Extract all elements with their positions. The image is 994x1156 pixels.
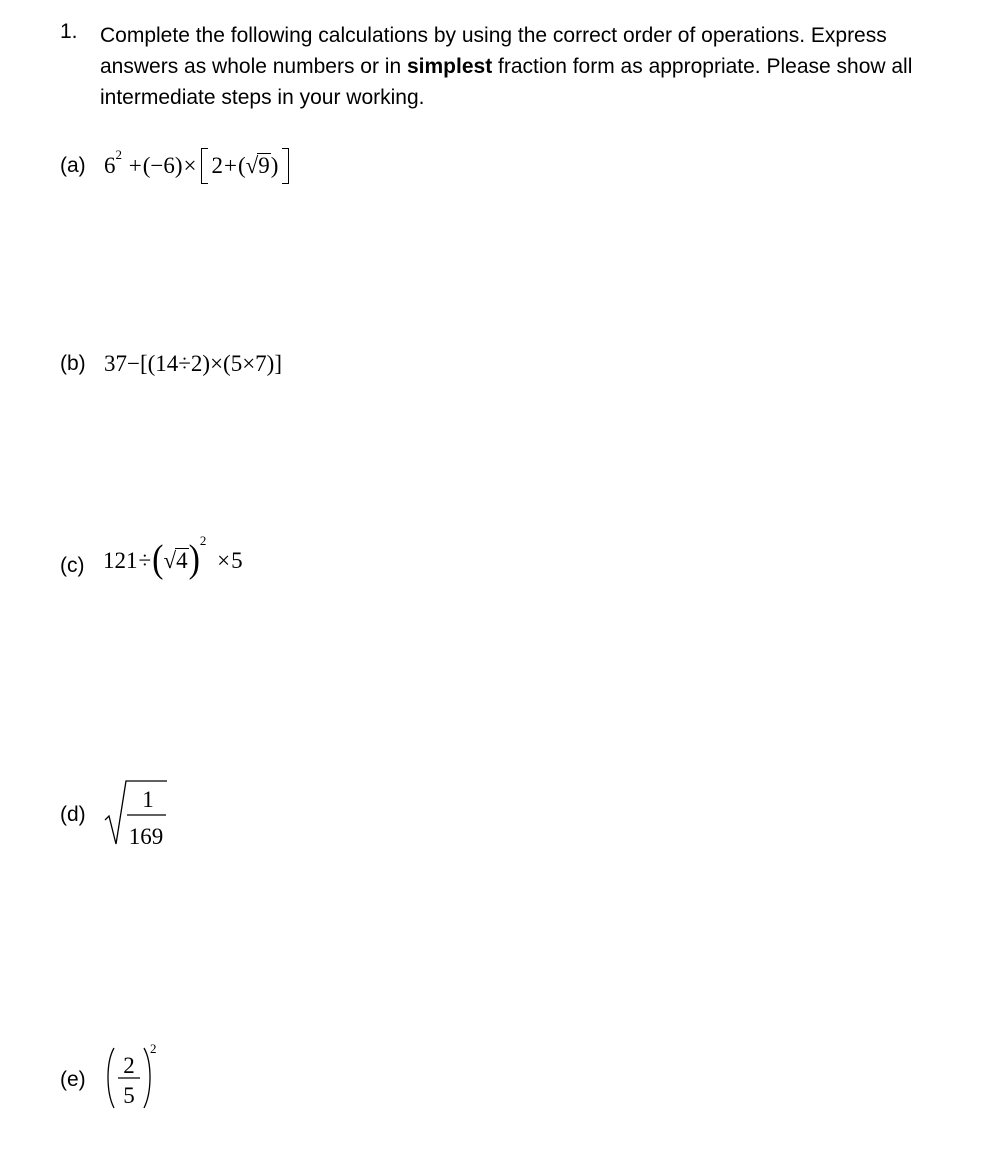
question-number: 1. [60, 20, 78, 43]
part-d-numerator: 1 [142, 787, 154, 812]
part-a-left-bracket [201, 148, 208, 184]
part-a-plus-2: + [224, 153, 237, 179]
part-a-open-paren: ( [238, 153, 246, 179]
part-e-denominator: 5 [123, 1083, 135, 1108]
part-a-sqrt [246, 153, 271, 177]
part-c-dividend: 121 [103, 548, 138, 574]
part-c-multiplier: 5 [231, 548, 243, 574]
part-c-radicand: 4 [176, 548, 188, 574]
part-a-base: 6 [104, 153, 116, 179]
part-c-expression [103, 533, 243, 581]
part-c-times: × [217, 548, 231, 574]
part-c-sqrt [163, 548, 188, 572]
sqrt-icon: √ [245, 153, 259, 179]
part-a-exponent: 2 [115, 147, 122, 162]
part-b-label: (b) [60, 352, 86, 375]
part-b-expression: 37−[(14÷2)×(5×7)] [104, 351, 282, 376]
part-d-label: (d) [60, 803, 86, 826]
part-a-radicand: 9 [258, 153, 270, 179]
instructions-bold-word: simplest [406, 55, 493, 78]
part-e-numerator: 2 [123, 1053, 135, 1078]
part-e-label: (e) [60, 1068, 86, 1091]
part-a-two: 2 [211, 153, 224, 179]
sqrt-icon: √ [163, 548, 177, 574]
part-c-close-paren: ) [188, 538, 200, 581]
instructions-part-1: Complete the following calculations by using the correct order of operations. Express answers as whole numbers or in [100, 24, 887, 78]
part-d-denominator: 169 [128, 824, 164, 849]
part-a-times: × [183, 153, 197, 179]
part-a-close-paren: ) [270, 153, 279, 179]
part-c-label: (c) [60, 554, 85, 577]
part-c-exponent: 2 [199, 533, 207, 548]
part-a-expression [104, 147, 291, 186]
part-c-open-paren: ( [152, 538, 164, 581]
part-a-neg-six: (−6) [142, 153, 183, 179]
part-e-exponent: 2 [150, 1041, 157, 1056]
instructions-part-2: fraction form as appropriate. Please show all intermediate steps in your working. [100, 55, 913, 109]
part-a-right-bracket [282, 148, 289, 184]
part-a-label: (a) [60, 154, 86, 177]
part-a-plus: + [128, 153, 142, 179]
part-c-divide: ÷ [138, 548, 152, 574]
question-instructions [100, 20, 970, 113]
